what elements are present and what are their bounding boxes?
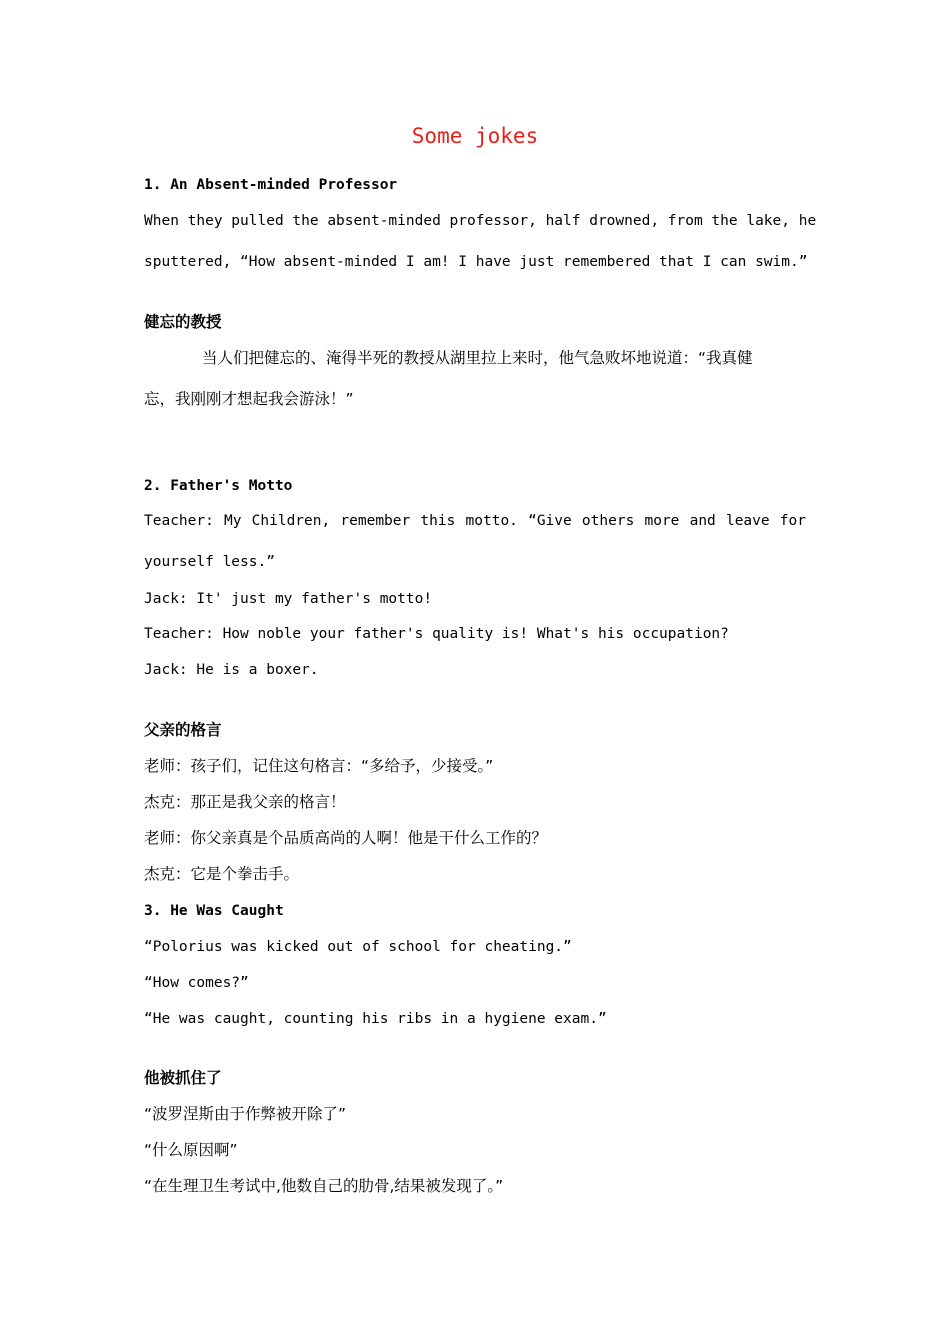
joke3-line3: “He was caught, counting his ribs in a hygiene exam.” — [144, 1011, 607, 1027]
joke3-zh-line3: “在生理卫生考试中,他数自己的肋骨,结果被发现了。” — [144, 1177, 504, 1195]
joke3-zh-line1: “波罗涅斯由于作弊被开除了” — [144, 1105, 347, 1123]
joke2-zh-line2: 杰克：那正是我父亲的格言！ — [144, 793, 346, 811]
joke1-line2: sputtered, “How absent-minded I am! I have just remembered that I can swim.” — [144, 254, 808, 270]
joke1-zh-heading: 健忘的教授 — [144, 313, 222, 331]
joke2-line2: yourself less.” — [144, 554, 275, 570]
joke1-zh-line2: 忘，我刚刚才想起我会游泳！” — [144, 390, 354, 408]
joke2-line4: Teacher: How noble your father's quality is! What's his occupation? — [144, 626, 729, 642]
joke3-line2: “How comes?” — [144, 975, 249, 991]
joke2-zh-line4: 杰克：它是个拳击手。 — [144, 865, 300, 883]
joke1-zh-line1: 当人们把健忘的、淹得半死的教授从湖里拉上来时，他气急败坏地说道：“我真健 — [202, 349, 753, 367]
joke2-zh-heading: 父亲的格言 — [144, 721, 222, 739]
joke2-line1: Teacher: My Children, remember this motto. “Give others more and leave for — [144, 513, 806, 529]
joke3-line1: “Polorius was kicked out of school for cheating.” — [144, 939, 572, 955]
joke3-heading: 3. He Was Caught — [144, 903, 284, 919]
joke3-zh-heading: 他被抓住了 — [144, 1069, 222, 1087]
joke3-zh-line2: “什么原因啊” — [144, 1141, 238, 1159]
joke2-zh-line1: 老师：孩子们，记住这句格言：“多给予，少接受。” — [144, 757, 494, 775]
joke1-heading: 1. An Absent-minded Professor — [144, 177, 398, 193]
joke2-zh-line3: 老师：你父亲真是个品质高尚的人啊！他是干什么工作的？ — [144, 829, 548, 847]
joke2-heading: 2. Father's Motto — [144, 478, 293, 494]
page-title: Some jokes — [411, 124, 539, 148]
joke2-line3: Jack: It' just my father's motto! — [144, 591, 433, 607]
joke2-line5: Jack: He is a boxer. — [144, 662, 319, 678]
joke1-line1: When they pulled the absent-minded professor, half drowned, from the lake, he — [144, 213, 817, 229]
